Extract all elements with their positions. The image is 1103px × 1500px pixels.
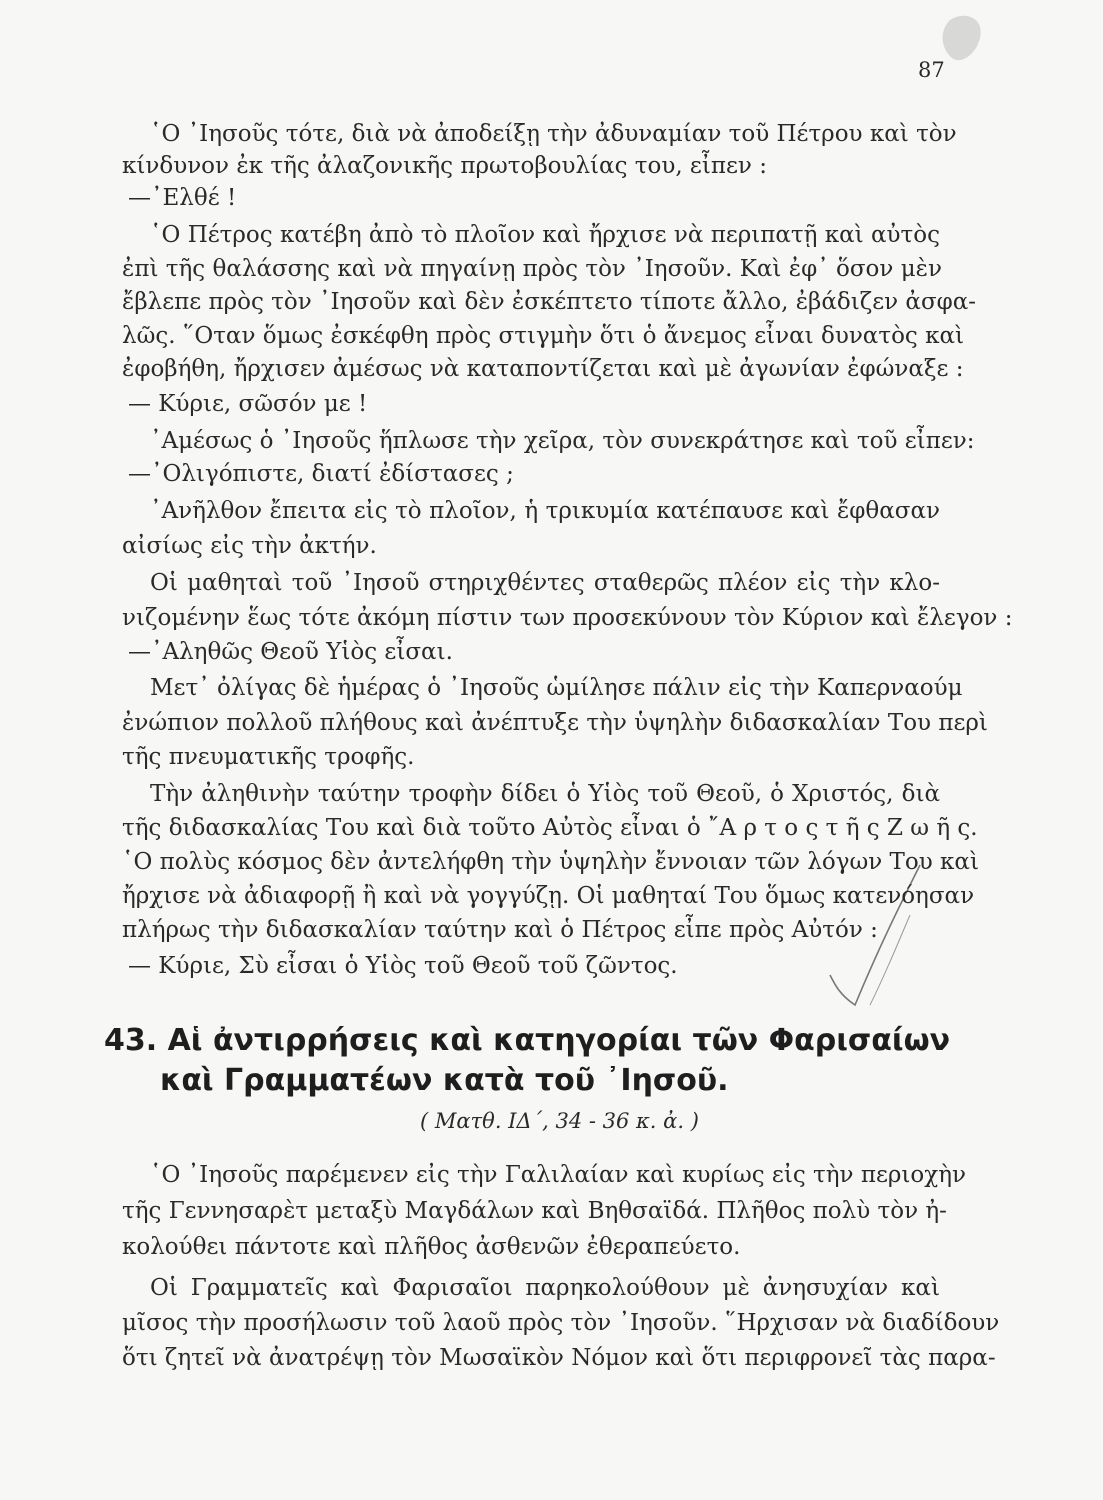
page-number: 87 (918, 58, 945, 82)
text-line: ἔβλεπε πρὸς τὸν ᾿Ιησοῦν καὶ δὲν ἐσκέπτετο τίποτε ἄλλο, ἐβάδιζεν ἀσφα- (122, 289, 977, 315)
section-heading-continued: καὶ Γραμματέων κατὰ τοῦ ᾿Ιησοῦ. (160, 1063, 729, 1098)
text-line: —᾿Αληθῶς Θεοῦ Υἱὸς εἶσαι. (128, 639, 453, 665)
scripture-reference: ( Ματθ. ΙΔ΄, 34 - 36 κ. ἀ. ) (420, 1109, 699, 1133)
text-line: τῆς Γεννησαρὲτ μεταξὺ Μαγδάλων καὶ Βηθσαϊδά. Πλῆθος πολὺ τὸν ἠ- (122, 1198, 947, 1224)
text-line: — Κύριε, σῶσόν με ! (128, 391, 368, 417)
text-line: ᾿Αμέσως ὁ ᾿Ιησοῦς ἥπλωσε τὴν χεῖρα, τὸν συνεκράτησε καὶ τοῦ εἶπεν: (150, 428, 975, 454)
text-line: μῖσος τὴν προσήλωσιν τοῦ λαοῦ πρὸς τὸν ᾿Ιησοῦν. ῞Ηρχισαν νὰ διαδίδουν (122, 1310, 1000, 1336)
text-line: ἐπὶ τῆς θαλάσσης καὶ νὰ πηγαίνῃ πρὸς τὸν ᾿Ιησοῦν. Καὶ ἐφ᾿ ὅσον μὲν (122, 256, 942, 282)
text-line: —᾿Ελθέ ! (128, 185, 237, 211)
text-line: ὅτι ζητεῖ νὰ ἀνατρέψῃ τὸν Μωσαϊκὸν Νόμον καὶ ὅτι περιφρονεῖ τὰς παρα- (122, 1345, 996, 1371)
text-line: ῾Ο Πέτρος κατέβη ἀπὸ τὸ πλοῖον καὶ ἤρχισε νὰ περιπατῇ καὶ αὐτὸς (150, 222, 940, 248)
text-line: ῾Ο ᾿Ιησοῦς τότε, διὰ νὰ ἀποδείξῃ τὴν ἀδυναμίαν τοῦ Πέτρου καὶ τὸν (150, 121, 957, 147)
text-line: κίνδυνον ἐκ τῆς ἀλαζονικῆς πρωτοβουλίας του, εἶπεν : (122, 153, 767, 179)
text-line: ῾Ο πολὺς κόσμος δὲν ἀντελήφθη τὴν ὑψηλὴν ἔννοιαν τῶν λόγων Του καὶ (122, 849, 979, 875)
text-line: —᾿Ολιγόπιστε, διατί ἐδίστασες ; (128, 461, 514, 487)
text-line: αἰσίως εἰς τὴν ἀκτήν. (122, 533, 377, 559)
text-line: ῾Ο ᾿Ιησοῦς παρέμενεν εἰς τὴν Γαλιλαίαν καὶ κυρίως εἰς τὴν περιοχὴν (150, 1162, 966, 1188)
text-line: Οἱ Γραμματεῖς καὶ Φαρισαῖοι παρηκολούθουν μὲ ἀνησυχίαν καὶ (150, 1275, 940, 1301)
text-line: ἐφοβήθη, ἤρχισεν ἀμέσως νὰ καταποντίζεται καὶ μὲ ἀγωνίαν ἐφώναξε : (122, 356, 964, 382)
text-line: λῶς. ῞Οταν ὅμως ἐσκέφθη πρὸς στιγμὴν ὅτι ὁ ἄνεμος εἶναι δυνατὸς καὶ (122, 323, 965, 349)
text-line: νιζομένην ἕως τότε ἀκόμη πίστιν των προσεκύνουν τὸν Κύριον καὶ ἔλεγον : (122, 605, 1013, 631)
text-line: τῆς πνευματικῆς τροφῆς. (122, 744, 415, 770)
text-line: πλήρως τὴν διδασκαλίαν ταύτην καὶ ὁ Πέτρος εἶπε πρὸς Αὐτόν : (122, 917, 878, 943)
text-line: κολούθει πάντοτε καὶ πλῆθος ἀσθενῶν ἐθεραπεύετο. (122, 1234, 741, 1260)
text-line: ἤρχισε νὰ ἀδιαφορῇ ἢ καὶ νὰ γογγύζῃ. Οἱ μαθηταί Του ὅμως κατενόησαν (122, 883, 975, 909)
text-line: ἐνώπιον πολλοῦ πλήθους καὶ ἀνέπτυξε τὴν ὑψηλὴν διδασκαλίαν Του περὶ (122, 710, 988, 736)
text-line: Μετ᾿ ὀλίγας δὲ ἡμέρας ὁ ᾿Ιησοῦς ὡμίλησε πάλιν εἰς τὴν Καπερναούμ (150, 675, 963, 701)
text-line: τῆς διδασκαλίας Του καὶ διὰ τοῦτο Αὐτὸς εἶναι ὁ ῎Α ρ τ ο ς τ ῆ ς Ζ ω ῆ ς. (122, 815, 978, 841)
text-line: — Κύριε, Σὺ εἶσαι ὁ Υἱὸς τοῦ Θεοῦ τοῦ ζῶντος. (128, 953, 678, 979)
text-line: Τὴν ἀληθινὴν ταύτην τροφὴν δίδει ὁ Υἱὸς τοῦ Θεοῦ, ὁ Χριστός, διὰ (150, 781, 940, 807)
text-line: ᾿Ανῆλθον ἔπειτα εἰς τὸ πλοῖον, ἡ τρικυμία κατέπαυσε καὶ ἔφθασαν (150, 498, 940, 524)
text-line: Οἱ μαθηταὶ τοῦ ᾿Ιησοῦ στηριχθέντες σταθερῶς πλέον εἰς τὴν κλο- (150, 570, 940, 596)
section-heading: 43. Αἱ ἀντιρρήσεις καὶ κατηγορίαι τῶν Φαρισαίων (104, 1023, 951, 1058)
